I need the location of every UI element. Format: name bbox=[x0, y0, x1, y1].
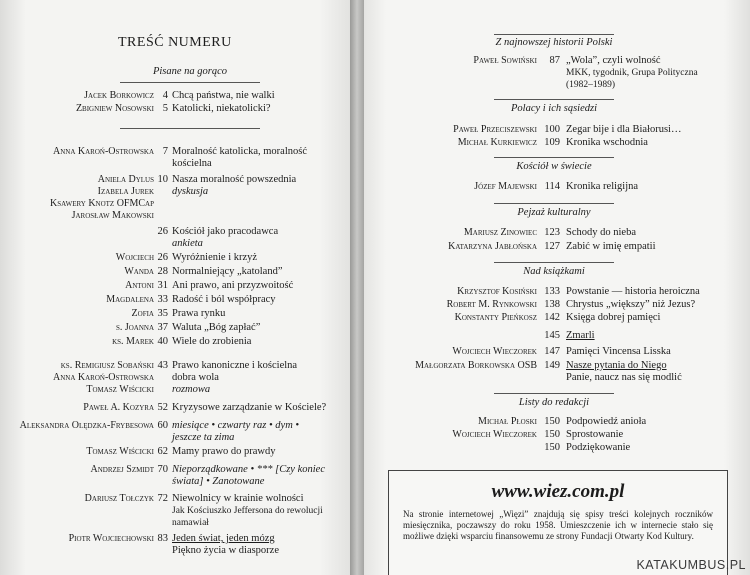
toc-author: Krzysztof Kosiński bbox=[457, 286, 537, 297]
toc-page-number: 5 bbox=[162, 103, 168, 114]
toc-page-number: 147 bbox=[544, 346, 560, 357]
toc-title-entry: Zegar bije i dla Białorusi… bbox=[566, 124, 682, 135]
toc-title-entry: Kronika religijna bbox=[566, 181, 639, 192]
section-heading: Z najnowszej historii Polski bbox=[495, 37, 613, 48]
toc-title-entry: Podpowiedź anioła bbox=[566, 416, 647, 427]
toc-title-entry: Niewolnicy w krainie wolności Jak Kościuszko Jeffersona do rewolucji namawiał bbox=[172, 493, 323, 528]
toc-title-entry: Radość i ból współpracy bbox=[172, 294, 276, 305]
toc-author: Mariusz Zinowiec bbox=[463, 227, 537, 238]
toc-author: Anna Karoń-Ostrowska bbox=[53, 146, 154, 157]
toc-author: Małgorzata Borkowska OSB bbox=[415, 360, 537, 371]
toc-title-entry: Sprostowanie bbox=[566, 429, 624, 440]
section-rule bbox=[494, 393, 614, 394]
toc-title-entry: Nasza moralność powszednia dyskusja bbox=[172, 174, 297, 197]
toc-title-entry: Mamy prawo do prawdy bbox=[172, 446, 276, 457]
section-heading: Pejzaż kulturalny bbox=[517, 207, 591, 218]
section-heading: Polacy i ich sąsiedzi bbox=[510, 103, 598, 114]
toc-page-number: 109 bbox=[544, 137, 560, 148]
toc-author: ks. Marek bbox=[112, 336, 154, 347]
toc-author: Wojciech Wieczorek bbox=[452, 346, 537, 357]
toc-author: s. Joanna bbox=[115, 322, 154, 333]
toc-title-entry: Chrystus „większy” niż Jezus? bbox=[566, 299, 696, 310]
section-rule bbox=[494, 262, 614, 263]
toc-page-number: 43 bbox=[157, 360, 168, 371]
toc-author: Michał Płoski bbox=[478, 416, 537, 427]
toc-author: Katarzyna Jabłońska bbox=[448, 241, 537, 252]
toc-page-number: 149 bbox=[544, 360, 560, 371]
toc-title-entry: Zabić w imię empatii bbox=[566, 241, 656, 252]
toc-page-number: 145 bbox=[544, 330, 560, 341]
toc-author: Zbigniew Nosowski bbox=[75, 103, 154, 114]
section-heading: Kościół w świecie bbox=[516, 161, 592, 172]
toc-author: Robert M. Rynkowski bbox=[446, 299, 537, 310]
toc-page-number: 35 bbox=[157, 308, 168, 319]
website-description: Na stronie internetowej „Więzi” znajdują się spisy treści kolejnych roczników miesięcznika, poczawszy do roku 1958. Umieszczenie ich w internecie stało się możliwe dzięki wsparciu finansowemu ze strony Fundacji Otwarty Kod Kultury. bbox=[403, 509, 713, 541]
toc-page-number: 37 bbox=[157, 322, 168, 333]
toc-page-number: 138 bbox=[544, 299, 560, 310]
toc-page-number: 123 bbox=[544, 227, 560, 238]
toc-title-entry: Powstanie — historia heroiczna bbox=[566, 286, 700, 297]
toc-title-entry: Kryzysowe zarządzanie w Kościele? bbox=[172, 402, 327, 413]
section-rule bbox=[494, 34, 614, 35]
section-rule bbox=[120, 128, 260, 129]
toc-title-entry: Prawo kanoniczne i kościelna dobra wola rozmowa bbox=[172, 360, 298, 395]
section-rule bbox=[494, 203, 614, 204]
section-heading-pisane: Pisane na gorąco bbox=[152, 66, 228, 77]
toc-title-entry: Nasze pytania do Niego Panie, naucz nas się modlić bbox=[566, 360, 682, 383]
watermark: KATAKUMBUS.PL bbox=[636, 558, 746, 572]
toc-author: Wojciech bbox=[115, 252, 154, 263]
right-page bbox=[364, 0, 750, 575]
toc-title-entry: Podziękowanie bbox=[566, 442, 631, 453]
toc-title-entry: Ani prawo, ani przyzwoitość bbox=[172, 280, 294, 291]
toc-author: Michał Kurkiewicz bbox=[457, 137, 537, 148]
toc-author: Paweł Sowiński bbox=[473, 55, 537, 66]
toc-title-entry: Moralność katolicka, moralność kościelna bbox=[172, 146, 308, 169]
toc-page-number: 28 bbox=[157, 266, 168, 277]
toc-title-entry: Pamięci Vincensa Lisska bbox=[566, 346, 671, 357]
toc-title-entry: Katolicki, niekatolicki? bbox=[172, 103, 271, 114]
toc-page-number: 70 bbox=[157, 464, 168, 475]
toc-author: Tomasz Wiścicki bbox=[86, 446, 154, 457]
toc-author: Paweł A. Kozyra bbox=[83, 402, 154, 413]
toc-author: Aleksandra Olędzka-Frybesowa bbox=[19, 420, 154, 431]
toc-page-number: 100 bbox=[544, 124, 560, 135]
toc-title-entry: Prawa rynku bbox=[172, 308, 226, 319]
toc-author: Wanda bbox=[124, 266, 154, 277]
toc-title-entry: Chcą państwa, nie walki bbox=[172, 90, 275, 101]
book-gutter bbox=[350, 0, 364, 575]
toc-title-entry: Kronika wschodnia bbox=[566, 137, 648, 148]
toc-author: Paweł Przeciszewski bbox=[453, 124, 537, 135]
toc-page-number: 150 bbox=[544, 429, 560, 440]
toc-author: Piotr Wojciechowski bbox=[68, 533, 154, 544]
section-heading: Listy do redakcji bbox=[518, 397, 590, 408]
toc-page-number: 62 bbox=[157, 446, 168, 457]
toc-page-number: 10 bbox=[157, 174, 168, 185]
toc-title-entry: Kościół jako pracodawca ankieta bbox=[172, 226, 279, 249]
section-rule bbox=[494, 157, 614, 158]
toc-page-number: 7 bbox=[162, 146, 168, 157]
section-rule bbox=[120, 82, 260, 83]
website-link[interactable]: www.wiez.com.pl bbox=[491, 481, 625, 502]
toc-page-number: 31 bbox=[157, 280, 168, 291]
toc-title-entry: Jeden świat, jeden mózg Piękno życia w diasporze bbox=[172, 533, 280, 556]
toc-title: TREŚĆ NUMERU bbox=[118, 35, 232, 50]
left-page bbox=[0, 0, 350, 575]
toc-author: Antoni bbox=[125, 280, 154, 291]
toc-author: Jacek Borkowicz bbox=[84, 90, 154, 101]
toc-title-entry: Nieporządkowane • *** [Czy koniec świata] • Zanotowane bbox=[172, 464, 325, 487]
toc-page-number: 26 bbox=[157, 252, 168, 263]
toc-author: Józef Majewski bbox=[474, 181, 537, 192]
toc-page-number: 142 bbox=[544, 312, 560, 323]
toc-author-group: ks. Remigiusz Sobański Anna Karoń-Ostrowska Tomasz Wiścicki bbox=[53, 360, 154, 395]
toc-title-entry: Wyróżnienie i krzyż bbox=[172, 252, 258, 263]
toc-page-number: 72 bbox=[157, 493, 168, 504]
toc-author: Magdalena bbox=[106, 294, 154, 305]
toc-page-number: 26 bbox=[157, 226, 168, 237]
toc-page-number: 114 bbox=[544, 181, 560, 192]
toc-page-number: 33 bbox=[157, 294, 168, 305]
toc-page-number: 40 bbox=[157, 336, 168, 347]
toc-page-number: 127 bbox=[544, 241, 560, 252]
section-rule bbox=[494, 99, 614, 100]
toc-author-group: Aniela Dylus Izabela Jurek Ksawery Knotz OFMCap Jarosław Makowski bbox=[49, 174, 154, 221]
toc-page-number: 150 bbox=[544, 416, 560, 427]
toc-title-entry: Schody do nieba bbox=[566, 227, 636, 238]
toc-page-number: 60 bbox=[157, 420, 168, 431]
toc-title-entry: Normalniejący „katoland” bbox=[172, 266, 283, 277]
toc-page-number: 133 bbox=[544, 286, 560, 297]
toc-author: Wojciech Wieczorek bbox=[452, 429, 537, 440]
toc-page-number: 87 bbox=[549, 55, 560, 66]
toc-title-entry: Wiele do zrobienia bbox=[172, 336, 252, 347]
toc-page-number: 83 bbox=[157, 533, 168, 544]
section-heading: Nad książkami bbox=[523, 266, 585, 277]
toc-title-entry: „Wola”, czyli wolność MKK, tygodnik, Grupa Polityczna (1982–1989) bbox=[566, 55, 698, 90]
toc-page-number: 52 bbox=[157, 402, 168, 413]
toc-title-entry: Księga dobrej pamięci bbox=[566, 312, 661, 323]
toc-title-entry: Zmarli bbox=[566, 330, 595, 341]
toc-title-entry: Waluta „Bóg zapłać” bbox=[172, 322, 261, 333]
toc-author: Dariusz Tołczyk bbox=[84, 493, 154, 504]
toc-author: Konstanty Pieńkosz bbox=[454, 312, 537, 323]
toc-title-entry: miesiące • czwarty raz • dym • jeszcze ta zima bbox=[172, 420, 300, 443]
toc-page-number: 150 bbox=[544, 442, 560, 453]
toc-author: Zofia bbox=[131, 308, 154, 319]
toc-page-number: 4 bbox=[162, 90, 168, 101]
toc-author: Andrzej Szmidt bbox=[90, 464, 154, 475]
